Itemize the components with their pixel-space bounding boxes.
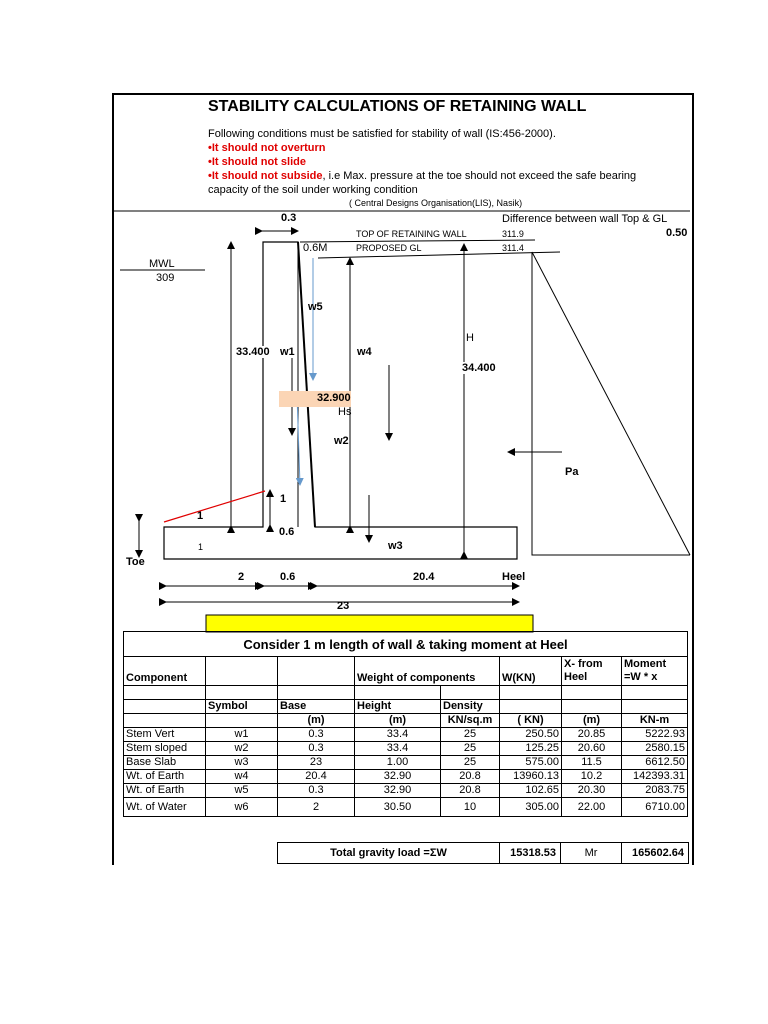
header-blank-2 <box>278 657 355 686</box>
dim-204-label: 20.4 <box>413 571 435 583</box>
top-wall-label: TOP OF RETAINING WALL <box>356 229 467 239</box>
cell-symbol: w6 <box>206 798 278 817</box>
cell-height: 33.4 <box>355 728 441 742</box>
cell-base: 23 <box>278 756 355 770</box>
cell-moment: 142393.31 <box>622 770 688 784</box>
w2-label: w2 <box>334 435 349 447</box>
pa-label: Pa <box>565 466 579 478</box>
cell-weight: 305.00 <box>500 798 562 817</box>
header-component: Component <box>124 657 206 686</box>
cell-height: 33.4 <box>355 742 441 756</box>
condition-subside-red: •It should not subside <box>208 170 323 182</box>
difference-label: Difference between wall Top & GL <box>502 213 668 225</box>
cell-component: Wt. of Earth <box>124 784 206 798</box>
subheader-5 <box>500 700 562 714</box>
base-thickness-label: 0.6 <box>279 526 295 538</box>
w4-label: w4 <box>357 346 372 358</box>
w5-label: w5 <box>308 301 323 313</box>
page-title: STABILITY CALCULATIONS OF RETAINING WALL <box>208 98 587 115</box>
cell-density: 20.8 <box>441 784 500 798</box>
subheader-6 <box>562 700 622 714</box>
table-row <box>124 728 688 742</box>
h-label: H <box>466 332 474 344</box>
cell-density: 25 <box>441 756 500 770</box>
cell-symbol: w5 <box>206 784 278 798</box>
mwl-label: MWL <box>149 258 175 270</box>
mr-label: Mr <box>561 843 622 864</box>
cell-weight: 13960.13 <box>500 770 562 784</box>
table-title: Consider 1 m length of wall & taking moment at Heel <box>124 632 688 657</box>
units-moment: KN-m <box>622 714 688 728</box>
cell-base: 20.4 <box>278 770 355 784</box>
cell-symbol: w4 <box>206 770 278 784</box>
cell-moment: 2083.75 <box>622 784 688 798</box>
cell-weight: 125.25 <box>500 742 562 756</box>
total-label: Total gravity load =ΣW <box>278 843 500 864</box>
organisation-label: ( Central Designs Organisation(LIS), Nasik) <box>349 198 523 208</box>
mr-value: 165602.64 <box>622 843 689 864</box>
cell-symbol: w2 <box>206 742 278 756</box>
subheader-height: Height <box>355 700 441 714</box>
cell-weight: 102.65 <box>500 784 562 798</box>
cell-x: 10.2 <box>562 770 622 784</box>
subheader-symbol: Symbol <box>206 700 278 714</box>
stem-slope-line <box>298 242 315 527</box>
table-row <box>124 742 688 756</box>
cell-base: 2 <box>278 798 355 817</box>
cell-x: 20.85 <box>562 728 622 742</box>
units-x: (m) <box>562 714 622 728</box>
heel-label: Heel <box>502 571 526 583</box>
table-row <box>124 784 688 798</box>
totals-table <box>277 842 689 864</box>
cell-base: 0.3 <box>278 742 355 756</box>
toe-label: Toe <box>126 556 145 568</box>
table-subheader-row <box>124 700 688 714</box>
top-width-label: 0.3 <box>281 212 297 224</box>
offset-label: 0.6M <box>303 242 328 254</box>
w1-label: w1 <box>280 346 295 358</box>
table-row <box>124 770 688 784</box>
condition-overturn: •It should not overturn <box>208 142 326 154</box>
w3-label: w3 <box>388 540 403 552</box>
cell-density: 20.8 <box>441 770 500 784</box>
intro-text: Following conditions must be satisfied for stability of wall (IS:456-2000). <box>208 128 556 140</box>
cell-base: 0.3 <box>278 728 355 742</box>
hs-label: Hs <box>338 406 352 418</box>
table-row <box>124 798 688 817</box>
top-wall-line <box>300 240 535 242</box>
subheader-7 <box>622 700 688 714</box>
top-wall-value: 311.9 <box>502 229 524 239</box>
toe-slope-line <box>164 491 265 522</box>
gl-label: PROPOSED GL <box>356 243 422 253</box>
units-0 <box>124 714 206 728</box>
cell-height: 1.00 <box>355 756 441 770</box>
condition-subside-rest: , i.e Max. pressure at the toe should not exceed the safe bearing <box>322 170 637 182</box>
subheader-base: Base <box>278 700 355 714</box>
cell-component: Wt. of Water <box>124 798 206 817</box>
cell-height: 30.50 <box>355 798 441 817</box>
table-header-row <box>124 657 688 686</box>
cell-component: Wt. of Earth <box>124 770 206 784</box>
gl-value: 311.4 <box>502 243 524 253</box>
header-blank-1 <box>206 657 278 686</box>
yellow-bar <box>206 615 533 632</box>
mwl-value: 309 <box>156 272 175 284</box>
cell-weight: 250.50 <box>500 728 562 742</box>
subheader-0 <box>124 700 206 714</box>
cell-component: Stem sloped <box>124 742 206 756</box>
dim-06-label: 0.6 <box>280 571 296 583</box>
cell-component: Base Slab <box>124 756 206 770</box>
table-spacer-row <box>124 686 688 700</box>
condition-subside-line2: capacity of the soil under working condition <box>208 184 418 196</box>
units-1 <box>206 714 278 728</box>
stem-height-label: 33.400 <box>236 346 270 358</box>
header-weight: Weight of components <box>355 657 500 686</box>
cell-height: 32.90 <box>355 784 441 798</box>
cell-symbol: w1 <box>206 728 278 742</box>
dim-2-label: 2 <box>238 571 245 583</box>
slope-run-label: 1 <box>197 510 204 522</box>
units-weight: ( KN) <box>500 714 562 728</box>
header-x-heel: X- from Heel <box>562 657 622 686</box>
header-moment: Moment =W * x <box>622 657 688 686</box>
dim-23-label: 23 <box>337 600 350 612</box>
cell-x: 20.30 <box>562 784 622 798</box>
table-row <box>124 756 688 770</box>
units-density: KN/sq.m <box>441 714 500 728</box>
h-value: 34.400 <box>462 362 496 374</box>
cell-moment: 6612.50 <box>622 756 688 770</box>
cell-moment: 5222.93 <box>622 728 688 742</box>
header-wkn: W(KN) <box>500 657 562 686</box>
cell-base: 0.3 <box>278 784 355 798</box>
total-value: 15318.53 <box>500 843 561 864</box>
cell-moment: 6710.00 <box>622 798 688 817</box>
cell-symbol: w3 <box>206 756 278 770</box>
cell-weight: 575.00 <box>500 756 562 770</box>
cell-component: Stem Vert <box>124 728 206 742</box>
difference-value: 0.50 <box>666 227 688 239</box>
cell-x: 20.60 <box>562 742 622 756</box>
calculation-table <box>123 631 688 817</box>
subheader-density: Density <box>441 700 500 714</box>
cell-density: 25 <box>441 728 500 742</box>
slope-rise-label: 1 <box>280 493 287 505</box>
hs-value: 32.900 <box>317 392 351 404</box>
condition-slide: •It should not slide <box>208 156 306 168</box>
cell-moment: 2580.15 <box>622 742 688 756</box>
table-units-row <box>124 714 688 728</box>
cell-density: 10 <box>441 798 500 817</box>
units-height: (m) <box>355 714 441 728</box>
base-one-label: 1 <box>198 542 204 552</box>
units-base: (m) <box>278 714 355 728</box>
cell-density: 25 <box>441 742 500 756</box>
pa-hypotenuse <box>532 252 690 555</box>
cell-x: 11.5 <box>562 756 622 770</box>
cell-x: 22.00 <box>562 798 622 817</box>
cell-height: 32.90 <box>355 770 441 784</box>
